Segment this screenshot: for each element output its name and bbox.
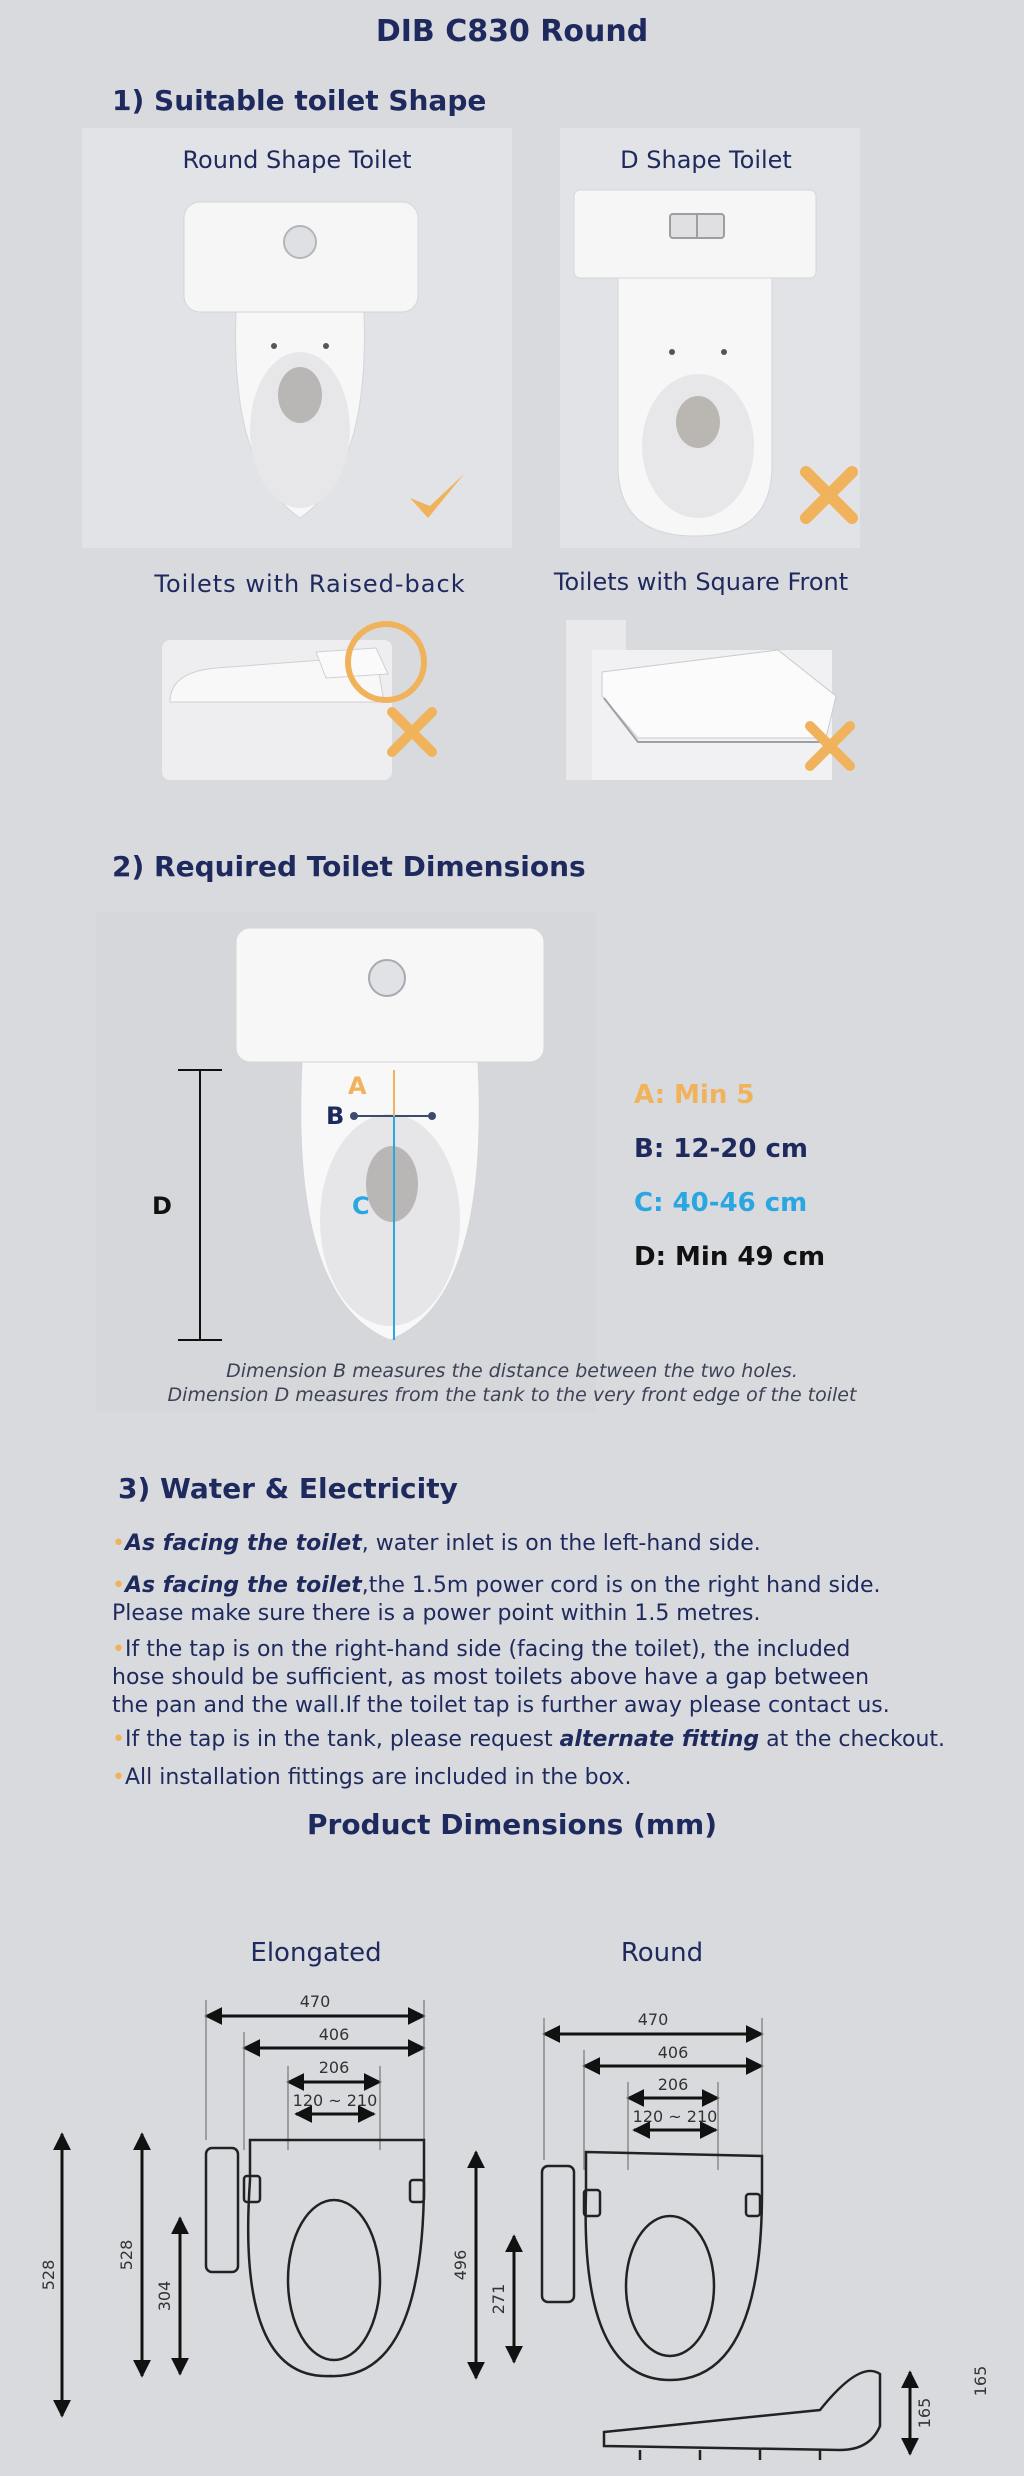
bullet-dot: • — [112, 1637, 125, 1662]
bullet3-line1: If the tap is on the right-hand side (facing the toilet), the included — [124, 1637, 851, 1662]
section2-title: 2) Required Toilet Dimensions — [112, 850, 586, 883]
bullet-fittings — [112, 1764, 972, 1792]
cross-mark-icon-d-shape — [800, 466, 858, 524]
page-title: DIB C830 Round — [375, 14, 649, 49]
marker-c: C — [352, 1192, 370, 1220]
raised-back-label: Toilets with Raised-back — [154, 570, 466, 598]
bullet5-text: All installation fittings are included in the box. — [124, 1765, 632, 1790]
round-side-height-165-cropped: 165 — [971, 2365, 990, 2397]
elongated-width-470: 470 — [299, 1992, 331, 2011]
elongated-width-120-210: 120 ~ 210 — [292, 2091, 378, 2110]
dimension-c: C: 40-46 cm — [634, 1188, 808, 1218]
round-width-406: 406 — [657, 2043, 689, 2062]
bullet1-bold: As facing the toilet — [124, 1531, 362, 1556]
bullet3-line2: hose should be sufficient, as most toilets above have a gap between — [112, 1665, 870, 1690]
round-toilet-image — [170, 190, 430, 530]
elongated-label: Elongated — [250, 1938, 382, 1968]
bullet-dot: • — [112, 1727, 125, 1752]
round-height-496: 496 — [451, 2249, 470, 2281]
elongated-height-304: 304 — [155, 2280, 174, 2312]
check-mark-icon — [406, 468, 468, 524]
bullet2-line2: Please make sure there is a power point within 1.5 metres. — [112, 1601, 761, 1626]
bullet-tap-tank — [112, 1726, 972, 1754]
bullet4-pre: If the tap is in the tank, please request — [124, 1727, 560, 1752]
d-toilet-image — [570, 186, 820, 546]
bullet-dot: • — [112, 1531, 125, 1556]
bullet2-bold: As facing the toilet — [124, 1573, 362, 1598]
dimension-note-2: Dimension D measures from the tank to the very front edge of the toilet — [167, 1384, 857, 1406]
dimension-d: D: Min 49 cm — [634, 1242, 826, 1272]
round-width-120-210: 120 ~ 210 — [632, 2107, 718, 2126]
round-width-206: 206 — [657, 2075, 689, 2094]
square-front-toilet-image — [566, 620, 866, 780]
raised-back-toilet-image — [156, 612, 446, 780]
section1-title: 1) Suitable toilet Shape — [112, 84, 487, 117]
elongated-width-206: 206 — [318, 2058, 350, 2077]
dimension-a: A: Min 5 — [634, 1080, 755, 1110]
round-width-470: 470 — [637, 2010, 669, 2029]
bullet1-text: , water inlet is on the left-hand side. — [361, 1531, 761, 1556]
bullet3-line3: the pan and the wall.If the toilet tap is further away please contact us. — [112, 1693, 890, 1718]
d-shape-label: D Shape Toilet — [620, 146, 792, 174]
bullet4-bold: alternate fitting — [559, 1727, 760, 1752]
round-label: Round — [620, 1938, 704, 1968]
round-side-height-165: 165 — [915, 2397, 934, 2429]
bullet4-post: at the checkout. — [759, 1727, 946, 1752]
dimension-b: B: 12-20 cm — [634, 1134, 808, 1164]
elongated-height-528: 528 — [117, 2239, 136, 2271]
bullet2-text: ,the 1.5m power cord is on the right hand side. — [361, 1573, 881, 1598]
bullet-dot: • — [112, 1765, 125, 1790]
dimension-note-1: Dimension B measures the distance between the two holes. — [226, 1360, 798, 1382]
bullet-power-cord — [112, 1572, 972, 1628]
product-dimensions-title: Product Dimensions (mm) — [306, 1808, 717, 1841]
round-shape-label: Round Shape Toilet — [182, 146, 412, 174]
round-height-271: 271 — [489, 2283, 508, 2315]
marker-b: B — [326, 1102, 345, 1130]
dimension-toilet-diagram — [140, 920, 580, 1350]
elongated-height-528-outer: 528 — [39, 2259, 58, 2291]
marker-a: A — [348, 1072, 367, 1100]
product-dimension-drawings — [0, 1980, 1024, 2476]
marker-d: D — [152, 1192, 172, 1220]
bullet-dot: • — [112, 1573, 125, 1598]
bullet-water-inlet — [112, 1530, 972, 1558]
elongated-width-406: 406 — [318, 2025, 350, 2044]
section3-title: 3) Water & Electricity — [118, 1472, 458, 1505]
square-front-label: Toilets with Square Front — [553, 568, 849, 596]
bullet-tap-right — [112, 1636, 972, 1720]
